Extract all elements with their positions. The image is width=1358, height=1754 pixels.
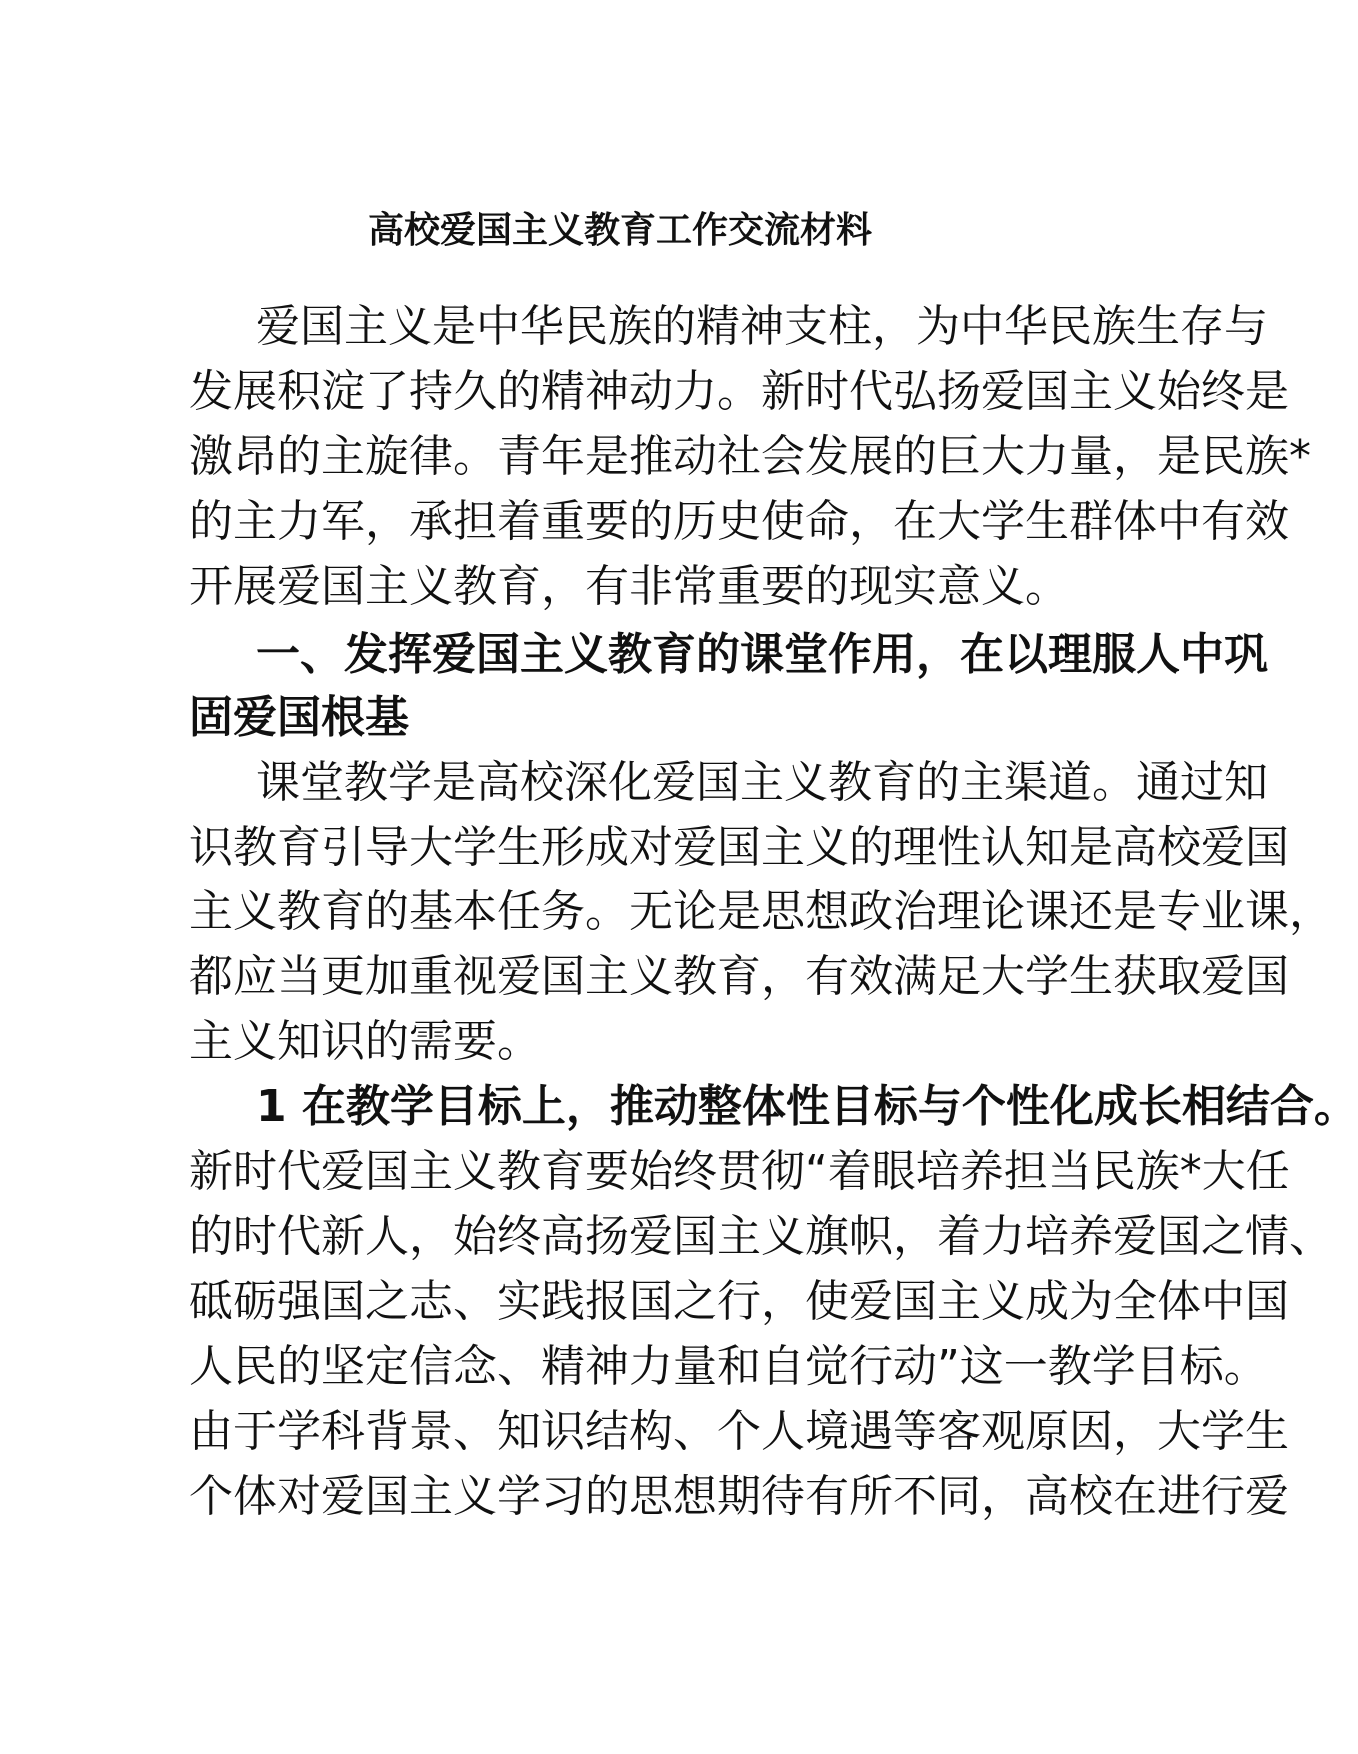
paragraph-line: 主义知识的需要。: [189, 1016, 541, 1067]
paragraph-line: 识教育引导大学生形成对爱国主义的理性认知是高校爱国: [189, 822, 1289, 873]
section-heading-line: 一、发挥爱国主义教育的课堂作用，在以理服人中巩: [256, 629, 1268, 680]
document-title: 高校爱国主义教育工作交流材料: [367, 210, 872, 251]
paragraph-line: 的时代新人，始终高扬爱国主义旗帜，着力培养爱国之情、: [189, 1211, 1333, 1262]
paragraph-line: 爱国主义是中华民族的精神支柱，为中华民族生存与: [256, 301, 1268, 352]
paragraph-line: 的主力军，承担着重要的历史使命，在大学生群体中有效: [189, 496, 1289, 547]
paragraph-line: 发展积淀了持久的精神动力。新时代弘扬爱国主义始终是: [189, 366, 1289, 417]
paragraph-line: 都应当更加重视爱国主义教育，有效满足大学生获取爱国: [189, 951, 1289, 1002]
paragraph-line: 新时代爱国主义教育要始终贯彻“着眼培养担当民族*大任: [189, 1146, 1290, 1197]
paragraph-line: 由于学科背景、知识结构、个人境遇等客观原因，大学生: [189, 1406, 1289, 1457]
paragraph-line: 人民的坚定信念、精神力量和自觉行动”这一教学目标。: [189, 1341, 1268, 1392]
paragraph-line: 砥砺强国之志、实践报国之行，使爱国主义成为全体中国: [189, 1276, 1289, 1327]
section-heading-line: 固爱国根基: [189, 692, 409, 743]
paragraph-line: 个体对爱国主义学习的思想期待有所不同，高校在进行爱: [189, 1471, 1289, 1522]
section-heading-line: 1 在教学目标上，推动整体性目标与个性化成长相结合。: [256, 1081, 1358, 1132]
paragraph-line: 主义教育的基本任务。无论是思想政治理论课还是专业课，: [189, 886, 1333, 937]
paragraph-line: 开展爱国主义教育，有非常重要的现实意义。: [189, 561, 1069, 612]
paragraph-line: 激昂的主旋律。青年是推动社会发展的巨大力量，是民族*: [189, 431, 1311, 482]
paragraph-line: 课堂教学是高校深化爱国主义教育的主渠道。通过知: [256, 757, 1268, 808]
